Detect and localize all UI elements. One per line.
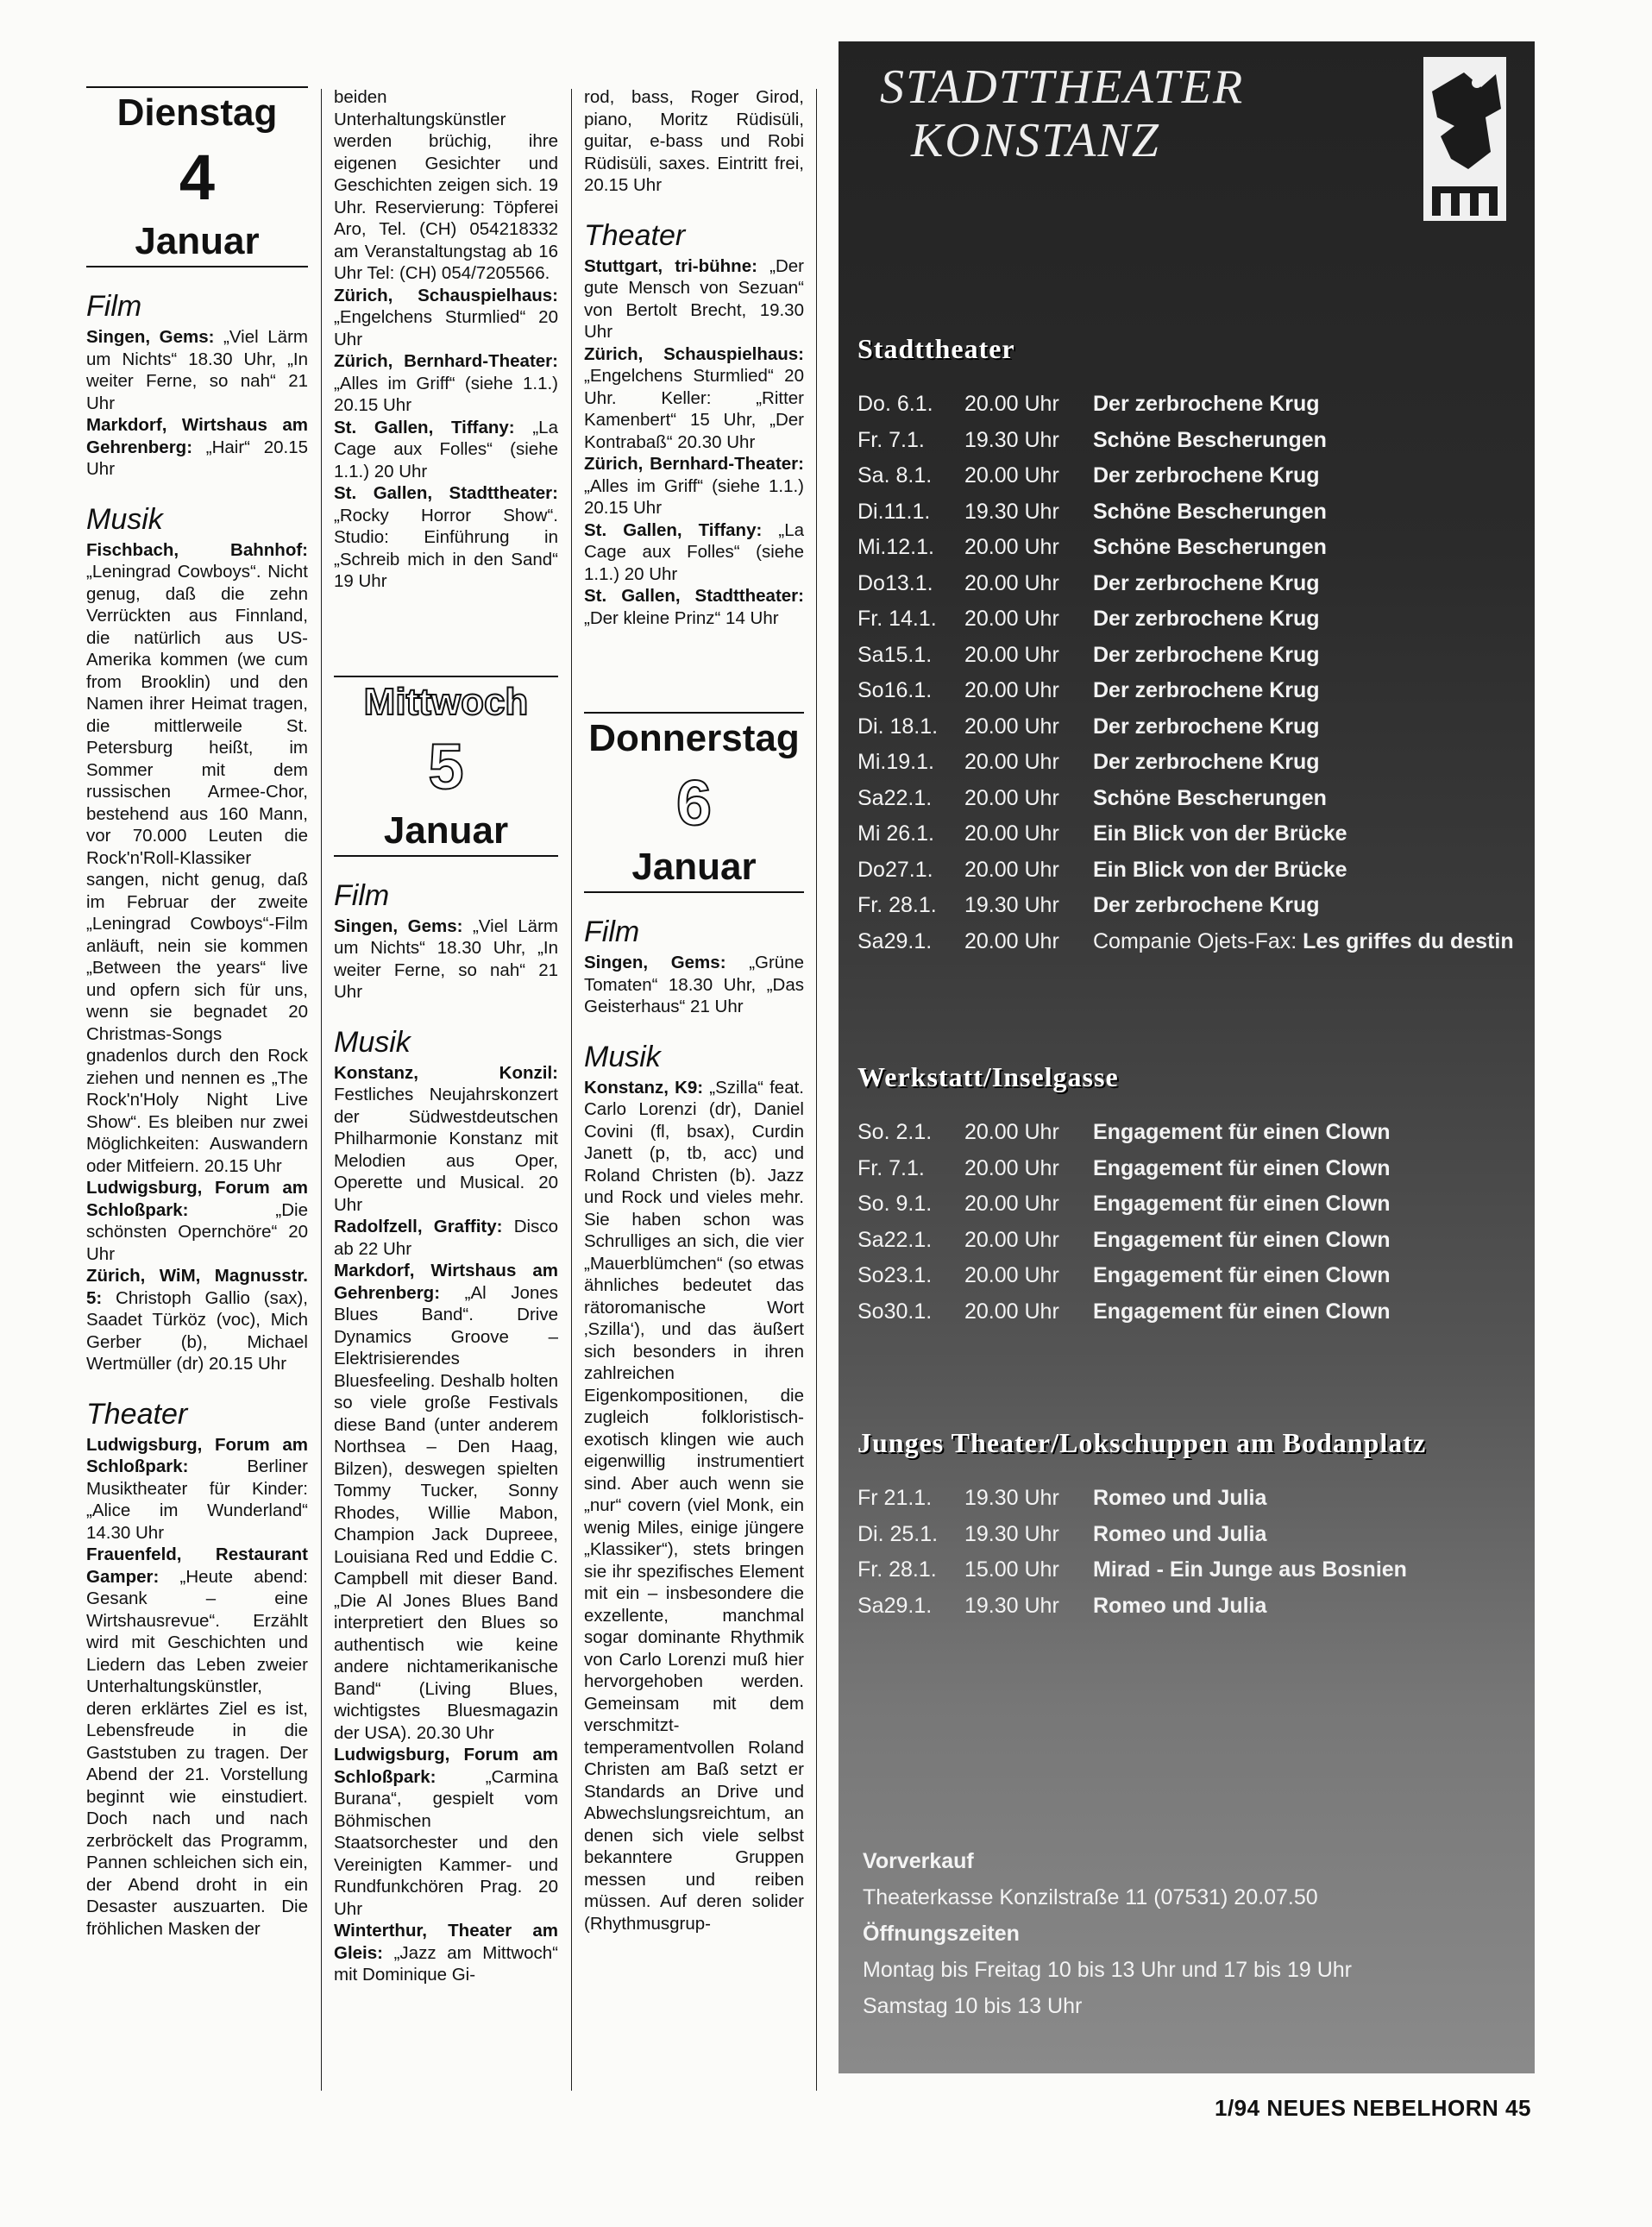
schedule-time: 20.00 Uhr — [964, 821, 1059, 846]
schedule-date: Do27.1. — [857, 857, 933, 882]
listing-entry — [584, 255, 804, 343]
schedule-time: 19.30 Uhr — [964, 1486, 1059, 1510]
schedule-time: 20.00 Uhr — [964, 857, 1059, 882]
schedule-time: 19.30 Uhr — [964, 499, 1059, 524]
continued-listings — [334, 86, 558, 593]
schedule-date: Mi.12.1. — [857, 535, 934, 559]
section-film: Film — [86, 290, 142, 323]
schedule-date: Fr. 28.1. — [857, 1557, 937, 1582]
column-divider — [571, 89, 572, 2091]
logo-line-1: STADTTHEATER — [880, 60, 1245, 114]
schedule-title: Engagement für einen Clown — [1093, 1263, 1391, 1287]
listing-venue: Konstanz, K9: — [584, 1077, 704, 1098]
schedule-date: Fr 21.1. — [857, 1486, 933, 1510]
schedule-row — [857, 1517, 1407, 1553]
section-musik: Musik — [334, 1025, 411, 1059]
schedule-date: So16.1. — [857, 678, 933, 702]
listing-venue: St. Gallen, Tiffany: — [334, 417, 515, 437]
listing-text: „Jazz am Mittwoch“ mit Dominique Gi- — [334, 1942, 558, 1985]
schedule-time: 20.00 Uhr — [964, 785, 1059, 810]
listing-entry — [584, 86, 804, 197]
listing-venue: Zürich, Schauspielhaus: — [584, 343, 804, 364]
listing-text: „Alles im Griff“ (siehe 1.1.) 20.15 Uhr — [584, 475, 804, 518]
schedule-row — [857, 709, 1514, 745]
section-theater: Theater — [584, 218, 686, 252]
schedule-time: 20.00 Uhr — [964, 570, 1059, 595]
schedule-row — [857, 1186, 1390, 1223]
theater-listings — [86, 1434, 308, 1941]
schedule-row — [857, 530, 1514, 566]
schedule-time: 20.00 Uhr — [964, 1227, 1059, 1252]
schedule-row — [857, 387, 1514, 423]
section-musik: Musik — [584, 1040, 661, 1073]
listing-entry — [86, 326, 308, 414]
schedule-time: 20.00 Uhr — [964, 1192, 1059, 1216]
listing-entry — [86, 1434, 308, 1544]
schedule-title: Companie Ojets-Fax: Les griffes du destin — [1093, 928, 1514, 953]
listing-text: „Engelchens Sturmlied“ 20 Uhr — [334, 307, 558, 349]
schedule-title: Der zerbrochene Krug — [1093, 714, 1320, 739]
schedule-werkstatt — [857, 1115, 1390, 1330]
schedule-time: 20.00 Uhr — [964, 1299, 1059, 1324]
listing-entry — [86, 414, 308, 481]
listing-entry — [334, 1062, 558, 1217]
schedule-time: 20.00 Uhr — [964, 750, 1059, 774]
vorverkauf-heading: Vorverkauf — [863, 1849, 974, 1873]
listing-text: „Der gute Mensch von Sezuan“ von Bertolt Brecht, 19.30 Uhr — [584, 255, 804, 342]
schedule-date: So30.1. — [857, 1299, 933, 1324]
listing-venue: Zürich, Bernhard-Theater: — [584, 454, 804, 474]
listing-entry — [584, 585, 804, 629]
day-number: 5 — [428, 730, 464, 802]
vorverkauf-text: Theaterkasse Konzilstraße 11 (07531) 20.07.50 — [863, 1885, 1318, 1909]
schedule-title: Schöne Bescherungen — [1093, 535, 1327, 559]
listing-text: „Heute abend: Gesank – eine Wirtshausrevue“. Erzählt wird mit Geschichten und Liedern das Leben zweier Unterhaltungskünstler, deren erklärtes Ziel es ist, Lebensfreude in die Gaststuben zu tragen. Der Abend der 21. Vorstellung beginnt wie einstudiert. Doch nach und nach zerbröckelt das Programm, Pannen schleichen sich ein, der Abend droht in ein Desaster auszuarten. Die fröhlichen Masken der — [86, 1566, 308, 1939]
section-theater: Theater — [86, 1397, 188, 1431]
schedule-row — [857, 1223, 1390, 1259]
schedule-date: Sa. 8.1. — [857, 463, 933, 488]
schedule-title: Romeo und Julia — [1093, 1486, 1267, 1510]
page-footer: 1/94 NEUES NEBELHORN 45 — [1215, 2095, 1531, 2121]
listing-text: „Die schönsten Opernchöre“ 20 Uhr — [86, 1199, 308, 1264]
continued-listings — [584, 86, 804, 197]
listing-entry — [584, 1077, 804, 1935]
listing-text: beiden Unterhaltungskünstler werden brüchig, ihre eigenen Gesichter und Geschichten zeigen sich. 19 Uhr. Reservierung: Töpferei Aro, Tel. (CH) 054218332 am Veranstaltungstag ab 16 Uhr Tel: (CH) 054/7205566. — [334, 87, 558, 283]
schedule-title: Romeo und Julia — [1093, 1593, 1267, 1618]
musik-listings — [86, 539, 308, 1375]
listing-entry — [334, 1920, 558, 1986]
schedule-row — [857, 601, 1514, 638]
schedule-date: Sa22.1. — [857, 785, 933, 810]
schedule-row — [857, 1151, 1390, 1187]
column-divider — [321, 89, 322, 2091]
listing-entry — [334, 482, 558, 593]
schedule-date: Fr. 14.1. — [857, 607, 937, 631]
listing-text: „Carmina Burana“, gespielt vom Böhmischen Staatsorchester und den Vereinigten Kammer- und Rundfunkchören Prag. 20 Uhr — [334, 1766, 558, 1919]
schedule-junges-theater — [857, 1481, 1407, 1624]
listing-entry — [86, 539, 308, 1178]
listing-text: Festliches Neujahrskonzert der Südwestdeutschen Philharmonie Konstanz mit Melodien aus Oper, Operette und Musical. 20 Uhr — [334, 1085, 558, 1215]
section-film: Film — [584, 915, 640, 948]
oeffnungszeiten-heading: Öffnungszeiten — [863, 1922, 1020, 1946]
month-name: Januar — [86, 219, 308, 267]
listing-entry — [334, 350, 558, 417]
schedule-time: 20.00 Uhr — [964, 1263, 1059, 1287]
listing-entry — [584, 952, 804, 1018]
day-number: 4 — [179, 142, 216, 213]
listing-entry — [334, 1260, 558, 1744]
listing-entry — [584, 519, 804, 586]
listing-entry — [334, 417, 558, 483]
schedule-title: Ein Blick von der Brücke — [1093, 857, 1347, 882]
schedule-row — [857, 888, 1514, 924]
schedule-time: 20.00 Uhr — [964, 714, 1059, 739]
listing-entry — [334, 1216, 558, 1260]
schedule-row — [857, 924, 1514, 960]
schedule-row — [857, 745, 1514, 781]
listing-venue: Ludwigsburg, Forum am Schloßpark: — [86, 1434, 308, 1476]
schedule-title: Der zerbrochene Krug — [1093, 570, 1320, 595]
listing-venue: Ludwigsburg, Forum am Schloßpark: — [86, 1178, 308, 1220]
listing-venue: Stuttgart, tri-bühne: — [584, 255, 757, 276]
schedule-date: So23.1. — [857, 1263, 933, 1287]
schedule-date: Mi 26.1. — [857, 821, 934, 846]
schedule-row — [857, 566, 1514, 602]
schedule-time: 19.30 Uhr — [964, 427, 1059, 452]
schedule-time: 19.30 Uhr — [964, 1593, 1059, 1618]
schedule-title: Der zerbrochene Krug — [1093, 642, 1320, 667]
schedule-date: Di. 25.1. — [857, 1521, 939, 1546]
schedule-title: Engagement für einen Clown — [1093, 1299, 1391, 1324]
listing-text: „Engelchens Sturmlied“ 20 Uhr. Keller: „Ritter Kamenbert“ 15 Uhr, „Der Kontrabaß“ 20.30 Uhr — [584, 366, 804, 452]
schedule-title: Engagement für einen Clown — [1093, 1120, 1391, 1144]
schedule-time: 20.00 Uhr — [964, 1155, 1059, 1180]
schedule-row — [857, 673, 1514, 709]
schedule-row — [857, 781, 1514, 817]
schedule-title: Ein Blick von der Brücke — [1093, 821, 1347, 846]
box-office-info — [863, 1843, 1352, 2024]
schedule-title: Romeo und Julia — [1093, 1521, 1267, 1546]
listing-entry — [86, 1177, 308, 1265]
listing-venue: Radolfzell, Graffity: — [334, 1217, 503, 1236]
listing-venue: Markdorf, Wirtshaus am Gehrenberg: — [86, 415, 308, 457]
listing-entry — [584, 453, 804, 519]
schedule-time: 20.00 Uhr — [964, 642, 1059, 667]
schedule-title: Der zerbrochene Krug — [1093, 750, 1320, 774]
schedule-row — [857, 1481, 1407, 1517]
schedule-title: Schöne Bescherungen — [1093, 499, 1327, 524]
schedule-date: Di. 18.1. — [857, 714, 939, 739]
theater-mask-icon — [1416, 57, 1511, 221]
listing-text: „Leningrad Cowboys“. Nicht genug, daß die zehn Verrückten aus Finnland, die natürlich aus US-Amerika kommen (we cum from Brooklin) und den Namen ihrer Heimat tragen, die mittlerweile St. Petersburg heißt, im Sommer mit dem russischen Armee-Chor, bestehend aus 160 Mann, vor 70.000 Leuten die Rock'n'Roll-Klassiker sangen, nicht genug, daß im Februar der zweite „Leningrad Cowboys“-Film anläuft, nein sie kommen „Between the years“ live und opfern sich für uns, wenn sie begnadet 20 Christmas-Songs gnadenlos durch den Rock ziehen und nennen es „The Rock'n'Holy Night Live Show“. Es bleiben nur zwei Möglichkeiten: Auswandern oder Mitfeiern. 20.15 Uhr — [86, 562, 308, 1176]
schedule-title: Der zerbrochene Krug — [1093, 463, 1320, 488]
listing-venue: Singen, Gems: — [334, 915, 463, 936]
schedule-time: 20.00 Uhr — [964, 463, 1059, 488]
listing-text: „La Cage aux Folles“ (siehe 1.1.) 20 Uhr — [584, 519, 804, 584]
schedule-title: Der zerbrochene Krug — [1093, 392, 1320, 416]
listing-venue: Singen, Gems: — [584, 953, 726, 972]
schedule-time: 20.00 Uhr — [964, 928, 1059, 953]
listing-text: rod, bass, Roger Girod, piano, Moritz Rüdisüli, guitar, e-bass und Robi Rüdisüli, saxes. Eintritt frei, 20.15 Uhr — [584, 87, 804, 195]
film-listings — [334, 915, 558, 1003]
section-musik: Musik — [86, 502, 163, 536]
section-junges-theater: Junges Theater/Lokschuppen am Bodanplatz — [857, 1427, 1427, 1458]
schedule-row — [857, 1294, 1390, 1331]
schedule-time: 19.30 Uhr — [964, 893, 1059, 917]
day-name: Dienstag — [116, 91, 278, 134]
schedule-date: Sa29.1. — [857, 1593, 933, 1618]
month-name: Januar — [584, 845, 804, 893]
stadttheater-box — [839, 41, 1535, 2073]
schedule-row — [857, 1552, 1407, 1588]
day-name: Donnerstag — [588, 717, 800, 759]
day-header-thursday — [584, 712, 804, 893]
schedule-date: Fr. 7.1. — [857, 1155, 925, 1180]
schedule-row — [857, 458, 1514, 494]
schedule-title: Engagement für einen Clown — [1093, 1227, 1391, 1252]
day-header-wednesday — [334, 676, 558, 857]
film-listings — [86, 326, 308, 481]
schedule-stadttheater — [857, 387, 1514, 959]
schedule-title: Schöne Bescherungen — [1093, 785, 1327, 810]
schedule-time: 20.00 Uhr — [964, 392, 1059, 416]
listing-text: „Viel Lärm um Nichts“ 18.30 Uhr, „In weiter Ferne, so nah“ 21 Uhr — [334, 915, 558, 1002]
day-name: Mittwoch — [363, 680, 529, 723]
listing-venue: Singen, Gems: — [86, 327, 215, 347]
schedule-date: Mi.19.1. — [857, 750, 934, 774]
schedule-date: Do13.1. — [857, 570, 933, 595]
listing-venue: St. Gallen, Stadttheater: — [334, 483, 558, 503]
schedule-date: Sa15.1. — [857, 642, 933, 667]
musik-listings — [334, 1062, 558, 1986]
section-werkstatt: Werkstatt/Inselgasse — [857, 1061, 1119, 1092]
theater-listings — [584, 255, 804, 630]
listing-venue: Ludwigsburg, Forum am Schloßpark: — [334, 1745, 558, 1787]
schedule-date: Sa29.1. — [857, 928, 933, 953]
theater-logo-text — [880, 60, 1244, 167]
listing-venue: Zürich, WiM, Magnusstr. 5: — [86, 1266, 308, 1308]
schedule-time: 20.00 Uhr — [964, 535, 1059, 559]
film-listings — [584, 952, 804, 1018]
schedule-title: Engagement für einen Clown — [1093, 1192, 1391, 1216]
listing-entry — [86, 1265, 308, 1375]
listing-text: „Viel Lärm um Nichts“ 18.30 Uhr, „In weiter Ferne, so nah“ 21 Uhr — [86, 327, 308, 413]
schedule-title: Mirad - Ein Junge aus Bosnien — [1093, 1557, 1407, 1582]
musik-listings — [584, 1077, 804, 1935]
listing-text: „Szilla“ feat. Carlo Lorenzi (dr), Daniel Covini (fl, bsax), Curdin Janett (p, tb, acc) und Roland Christen (b). Jazz und Rock und vieles mehr. Sie haben schon was Schrulliges an sich, die vier „Mauerblümchen“ (so etwas ähnliches bedeutet das rätoromanische Wort ‚Szilla‘), und das äußert sich besonders in ihren zahlreichen Eigenkompositionen, die zugleich folkloristisch-exotisch klingen wie auch eigenwillig instrumentiert sind. Aber auch wenn sie „nur“ covern (viel Monk, ein wenig Miles, einige jüngere „Klassiker“), stets bringen sie ihr spezifisches Element mit ein – insbesondere die exzellente, manchmal sogar dominante Rhythmik von Carlo Lorenzi muß hier hervorgehoben werden. Gemeinsam mit dem verschmitzt-temperamentvollen Roland Christen am Baß setzt er Standards an Drive und Abwechslungsreichtum, an denen sich viele selbst bekanntere Gruppen messen und reiben müssen. Auf deren solider (Rhythmusgrup- — [584, 1077, 804, 1934]
section-film: Film — [334, 878, 390, 912]
listing-venue: Zürich, Schauspielhaus: — [334, 285, 558, 305]
column-divider — [816, 89, 817, 2091]
schedule-date: So. 9.1. — [857, 1192, 933, 1216]
schedule-title: Der zerbrochene Krug — [1093, 678, 1320, 702]
schedule-time: 19.30 Uhr — [964, 1521, 1059, 1546]
schedule-row — [857, 1258, 1390, 1294]
listing-venue: Konstanz, Konzil: — [334, 1062, 558, 1083]
month-name: Januar — [334, 808, 558, 857]
oeffnungszeiten-line-2: Samstag 10 bis 13 Uhr — [863, 1994, 1083, 2018]
schedule-time: 20.00 Uhr — [964, 678, 1059, 702]
schedule-title: Schöne Bescherungen — [1093, 427, 1327, 452]
listing-venue: Winterthur, Theater am Gleis: — [334, 1921, 558, 1963]
section-stadttheater: Stadttheater — [857, 333, 1015, 364]
schedule-date: Fr. 7.1. — [857, 427, 925, 452]
schedule-row — [857, 638, 1514, 674]
schedule-title: Engagement für einen Clown — [1093, 1155, 1391, 1180]
listing-text: „Der kleine Prinz“ 14 Uhr — [584, 607, 779, 628]
listing-text: „Alles im Griff“ (siehe 1.1.) 20.15 Uhr — [334, 373, 558, 415]
schedule-date: Do. 6.1. — [857, 392, 933, 416]
schedule-row — [857, 852, 1514, 889]
listing-venue: Frauenfeld, Restaurant Gamper: — [86, 1544, 308, 1587]
listing-venue: St. Gallen, Tiffany: — [584, 519, 763, 540]
schedule-time: 15.00 Uhr — [964, 1557, 1059, 1582]
listing-entry — [86, 1544, 308, 1940]
schedule-row — [857, 1588, 1407, 1625]
schedule-row — [857, 494, 1514, 531]
schedule-time: 20.00 Uhr — [964, 1120, 1059, 1144]
column-3 — [584, 86, 804, 1934]
column-2 — [334, 86, 558, 1986]
schedule-title: Der zerbrochene Krug — [1093, 893, 1320, 917]
schedule-date: Sa22.1. — [857, 1227, 933, 1252]
schedule-date: So. 2.1. — [857, 1120, 933, 1144]
listing-venue: Markdorf, Wirtshaus am Gehrenberg: — [334, 1261, 558, 1303]
oeffnungszeiten-line-1: Montag bis Freitag 10 bis 13 Uhr und 17 bis 19 Uhr — [863, 1958, 1352, 1982]
column-1 — [86, 86, 308, 1940]
listing-entry — [334, 915, 558, 1003]
listing-entry — [334, 86, 558, 285]
listing-venue: Zürich, Bernhard-Theater: — [334, 351, 558, 371]
listing-text: „La Cage aux Folles“ (siehe 1.1.) 20 Uhr — [334, 417, 558, 481]
schedule-row — [857, 816, 1514, 852]
listing-entry — [334, 1744, 558, 1920]
listing-text: „Hair“ 20.15 Uhr — [86, 437, 308, 479]
day-header-tuesday — [86, 86, 308, 267]
schedule-row — [857, 1115, 1390, 1151]
schedule-date: Fr. 28.1. — [857, 893, 937, 917]
listing-text: Christoph Gallio (sax), Saadet Türköz (voc), Mich Gerber (b), Michael Wertmüller (dr) 20.15 Uhr — [86, 1287, 308, 1374]
listing-venue: Fischbach, Bahnhof: — [86, 539, 308, 560]
schedule-title: Der zerbrochene Krug — [1093, 607, 1320, 631]
listing-venue: St. Gallen, Stadttheater: — [584, 586, 804, 606]
schedule-date: Di.11.1. — [857, 499, 931, 524]
listing-text: Berliner Musiktheater für Kinder: „Alice im Wunderland“ 14.30 Uhr — [86, 1456, 308, 1543]
schedule-time: 20.00 Uhr — [964, 607, 1059, 631]
day-number: 6 — [675, 767, 713, 839]
listing-entry — [584, 343, 804, 454]
listing-text: „Grüne Tomaten“ 18.30 Uhr, „Das Geisterhaus“ 21 Uhr — [584, 953, 804, 1016]
listing-text: „Al Jones Blues Band“. Drive Dynamics Groove – Elektrisierendes Bluesfeeling. Deshalb holten so viele große Festivals diese Band (unter anderem Northsea – Den Haag, Bilzen), deswegen spielten Tommy Tucker, Sonny Rhodes, Willie Mabon, Champion Jack Dupreee, Louisiana Red und Eddie C. Campbell mit dieser Band. „Die Al Jones Blues Band interpretiert den Blues so authentisch wie keine andere nichtamerikanische Band“ (Living Blues, wichtigstes Bluesmagazin der USA). 20.30 Uhr — [334, 1282, 558, 1743]
listing-entry — [334, 285, 558, 351]
schedule-row — [857, 423, 1514, 459]
logo-line-2: KONSTANZ — [911, 114, 1160, 167]
listing-text: „Rocky Horror Show“. Studio: Einführung in „Schreib mich in den Sand“ 19 Uhr — [334, 505, 558, 591]
listing-text: Disco ab 22 Uhr — [334, 1217, 558, 1259]
